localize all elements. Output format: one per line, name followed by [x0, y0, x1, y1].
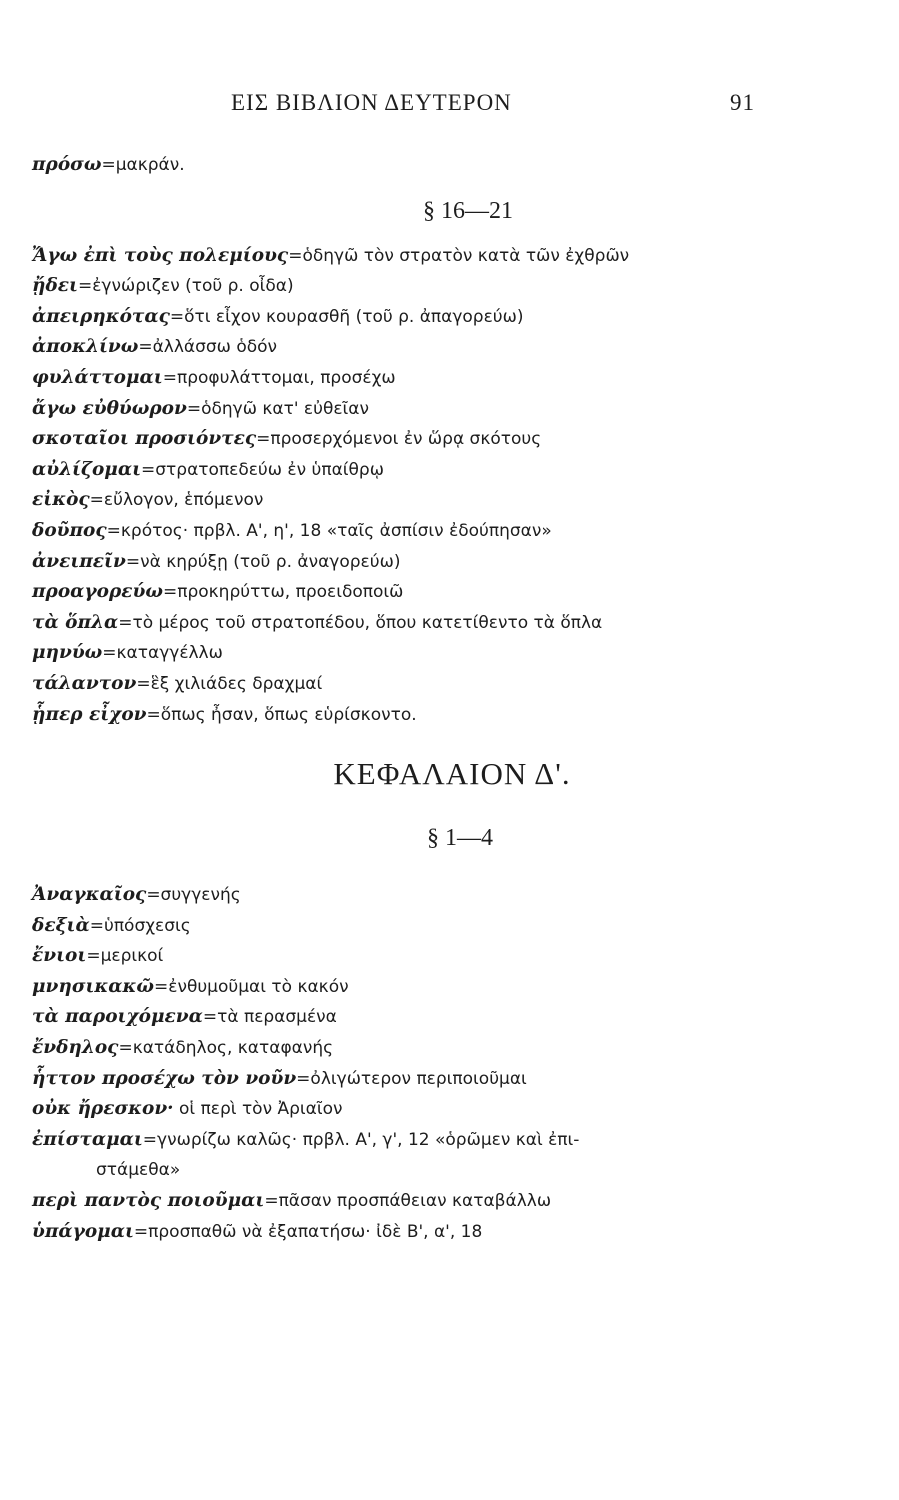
entry-lemma: τὰ παροιχόμενα: [32, 1006, 203, 1028]
entry-lemma: ᾗπερ εἶχον: [32, 703, 147, 725]
entry-gloss: =γνωρίζω καλῶς· πρβλ. Α', γ', 12 «ὁρῶμεν καὶ ἐπι-: [142, 1129, 580, 1150]
entry-gloss: =στρατοπεδεύω ἐν ὑπαίθρῳ: [141, 459, 384, 480]
entry-gloss: =ἐγνώριζεν (τοῦ ρ. οἶδα): [78, 276, 294, 297]
entry-gloss: =μακράν.: [101, 155, 185, 175]
glossary-entry: [32, 1217, 872, 1248]
entry-gloss: =ὑπόσχεσις: [89, 915, 191, 936]
entry-lemma: εἰκὸς: [32, 489, 90, 511]
glossary-entry: [32, 1186, 872, 1217]
entry-lemma: αὐλίζομαι: [32, 458, 142, 480]
entry-lemma: φυλάττομαι: [32, 366, 163, 388]
glossary-entry: [32, 485, 872, 516]
entry-lemma: ἐπίσταμαι: [32, 1128, 143, 1150]
entry-lemma: δεξιὰ: [32, 914, 90, 936]
entry-gloss: =ἀλλάσσω ὁδόν: [138, 337, 278, 358]
entry-lemma: τάλαντον: [32, 672, 137, 694]
glossary-entry: [32, 1094, 872, 1125]
entry-lemma: πρόσω: [32, 154, 102, 175]
entry-gloss: =προκηρύττω, προειδοποιῶ: [162, 582, 404, 603]
entry-lemma: ἀπειρηκότας: [32, 305, 170, 327]
entry-gloss: =ὁδηγῶ κατ' εὐθεῖαν: [186, 398, 369, 419]
entry-gloss: =ὅτι εἶχον κουρασθῆ (τοῦ ρ. ἀπαγορεύω): [169, 306, 524, 327]
entry-gloss: =μερικοί: [86, 946, 164, 967]
glossary-entry: [32, 516, 872, 547]
entry-lemma: μηνύω: [32, 642, 103, 664]
glossary-entry: [32, 1125, 872, 1156]
entry-lemma: ἔνδηλος: [32, 1037, 119, 1059]
entry-lemma: δοῦπος: [32, 519, 107, 541]
entry-lemma: μνησικακῶ: [32, 975, 155, 997]
glossary-entry: [32, 271, 872, 302]
page-number: 91: [730, 90, 755, 115]
glossary-entry: [32, 669, 872, 700]
entry-gloss: =νὰ κηρύξῃ (τοῦ ρ. ἀναγορεύω): [125, 551, 401, 572]
section-heading: § 16—21: [423, 197, 513, 224]
entry-gloss: =ἐνθυμοῦμαι τὸ κακόν: [154, 976, 349, 997]
entry-gloss: =τὸ μέρος τοῦ στρατοπέδου, ὅπου κατετίθεντο τὰ ὅπλα: [118, 612, 603, 633]
entry-gloss: =κρότος· πρβλ. Α', η', 18 «ταῖς ἀσπίσιν ἐδούπησαν»: [106, 520, 552, 541]
entry-lemma: Ἄγω ἐπὶ τοὺς πολεμίους: [32, 244, 289, 266]
entry-lemma: τὰ ὅπλα: [32, 611, 119, 633]
glossary-entry: [32, 1064, 872, 1095]
spacer: [32, 870, 872, 880]
glossary-entry: [32, 700, 872, 731]
glossary-entry: [32, 941, 872, 972]
glossary-entry: [32, 424, 872, 455]
entry-gloss: =τὰ περασμένα: [202, 1007, 337, 1028]
entry-lemma: Ἀναγκαῖος: [32, 884, 147, 906]
entry-gloss: =πᾶσαν προσπάθειαν καταβάλλω: [264, 1191, 552, 1212]
entry-lemma: οὐκ ἤρεσκον·: [32, 1098, 174, 1120]
entry-gloss: =ὁδηγῶ τὸν στρατὸν κατὰ τῶν ἐχθρῶν: [288, 245, 630, 266]
entry-gloss: =ὅπως ἦσαν, ὅπως εὑρίσκοντο.: [146, 704, 417, 725]
glossary-entry: [32, 150, 872, 181]
section-heading: § 1—4: [427, 825, 493, 852]
entry-gloss: =εὔλογον, ἑπόμενον: [89, 490, 264, 511]
glossary-entry: [32, 638, 872, 669]
entry-gloss: =προσερχόμενοι ἐν ὥρᾳ σκότους: [256, 429, 542, 450]
entry-lemma: ἔνιοι: [32, 945, 87, 967]
glossary-entry: [32, 455, 872, 486]
entry-gloss: =συγγενής: [146, 885, 241, 906]
glossary-entry: [32, 911, 872, 942]
entry-lemma: προαγορεύω: [32, 581, 163, 603]
glossary-entry: [32, 332, 872, 363]
glossary-entry: [32, 1033, 872, 1064]
entry-gloss: στάμεθα»: [96, 1160, 181, 1181]
entry-gloss: =ἓξ χιλιάδες δραχμαί: [136, 673, 323, 694]
entry-lemma: ἀποκλίνω: [32, 336, 139, 358]
glossary-entry: [32, 972, 872, 1003]
glossary-entry: [32, 302, 872, 333]
entry-gloss: =προφυλάττομαι, προσέχω: [162, 367, 396, 388]
entry-gloss: =κατάδηλος, καταφανής: [118, 1038, 334, 1059]
glossary-body: [32, 150, 872, 1247]
entry-lemma: ὑπάγομαι: [32, 1220, 134, 1242]
entry-gloss: =προσπαθῶ νὰ ἐξαπατήσω· ἰδὲ Β', α', 18: [133, 1221, 483, 1242]
entry-lemma: ἧττον προσέχω τὸν νοῦν: [32, 1067, 297, 1089]
glossary-entry: [32, 577, 872, 608]
glossary-entry: [32, 608, 872, 639]
entry-gloss: οἱ περὶ τὸν Ἀριαῖον: [173, 1099, 343, 1120]
entry-gloss: =καταγγέλλω: [102, 643, 223, 664]
entry-lemma: ἄγω εὐθύωρον: [32, 397, 187, 419]
glossary-entry: [32, 1002, 872, 1033]
glossary-entry: [32, 880, 872, 911]
glossary-entry: [32, 547, 872, 578]
entry-lemma: ἀνειπεῖν: [32, 550, 126, 572]
glossary-entry: [32, 363, 872, 394]
running-head-title: ΕΙΣ ΒΙΒΛΙΟΝ ΔΕΥΤΕΡΟΝ: [231, 90, 512, 115]
entry-gloss: =ὀλιγώτερον περιποιοῦμαι: [296, 1068, 527, 1089]
glossary-entry: [32, 394, 872, 425]
entry-lemma: περὶ παντὸς ποιοῦμαι: [32, 1190, 265, 1212]
glossary-entry: [32, 241, 872, 272]
running-head: [0, 90, 899, 122]
entry-lemma: ᾔδει: [32, 275, 78, 297]
entry-lemma: σκοταῖοι προσιόντες: [32, 428, 257, 450]
chapter-heading: ΚΕΦΑΛΑΙΟΝ Δ'.: [333, 756, 571, 792]
glossary-entry-continuation: [32, 1155, 872, 1186]
